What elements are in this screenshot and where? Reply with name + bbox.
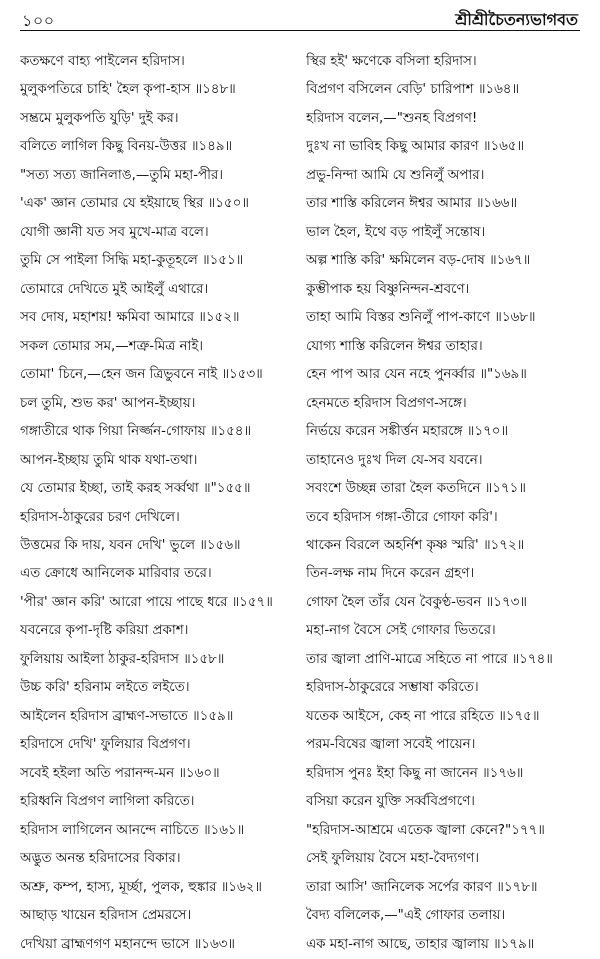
verse-line: গঙ্গাতীরে থাক গিয়া নির্জ্জন-গোফায় ॥১৫৪॥ [20,424,252,440]
verse-line: তোমারে দেখিতে মুই আইলুঁ এথারে। [20,281,209,297]
verse-line: হরিদাসে দেখি' ফুলিয়ার বিপ্রগণ। [20,737,191,753]
verse-line: আইলেন হরিদাস ব্রাহ্মণ-সভাতে ॥১৫৯॥ [20,708,234,724]
verse-line: উত্তমের কি দায়, যবন দেখি' ভুলে ॥১৫৬॥ [20,537,241,553]
verse-line: সেই ফুলিয়ায় বৈসে মহা-বৈদ্যগণ। [306,851,479,867]
verse-line: হেনমতে হরিদাস বিপ্রগণ-সঙ্গে। [306,395,467,411]
verse-line: নির্ভয়ে করেন সঙ্কীর্ত্তন মহারঙ্গে ॥১৭০॥ [306,424,509,440]
verse-line: তোমা' চিনে,—হেন জন ত্রিভুবনে নাই ॥১৫৩॥ [20,367,263,383]
verse-line: আপন-ইচ্ছায় তুমি থাক যথা-তথা। [20,452,198,468]
verse-line: দেখিয়া ব্রাহ্মণগণ মহানন্দে ভাসে ॥১৬৩॥ [20,936,235,952]
verse-line: যবনেরে কৃপা-দৃষ্টি করিয়া প্রকাশ। [20,623,189,639]
verse-line: হরিদাস পুনঃ ইহা কিছু না জানেন ॥১৭৬॥ [306,765,524,781]
verse-line: হরিধ্বনি বিপ্রগণ লাগিলা করিতে। [20,794,195,810]
verse-line: তবে হরিদাস গঙ্গা-তীরে গোফা করি'। [306,509,498,525]
verse-line: তাহানেও দুঃখ দিল যে-সব যবনে। [306,452,483,468]
verse-line: "হরিদাস-আশ্রমে এতেক জ্বালা কেনে?"১৭৭॥ [306,822,545,838]
verse-line: তার জ্বালা প্রাণি-মাত্রে সহিতে না পারে ॥১৭৪॥ [306,651,553,667]
verse-line: হরিদাস বলেন,—"শুনহ বিপ্রগণ! [306,110,478,126]
verse-line: এত ক্রোধে আনিলেক মারিবার তরে। [20,566,212,582]
verse-line: প্রভু-নিন্দা আমি যে শুনিলুঁ অপার। [306,167,485,183]
verse-line: সবেই হইলা অতি পরানন্দ-মন ॥১৬০॥ [20,765,220,781]
page-header [20,6,580,31]
verse-line: ভাল হৈল, ইথে বড় পাইলুঁ সন্তোষ। [306,224,486,240]
verse-line: এক মহা-নাগ আছে, তাহার জ্বালায় ॥১৭৯॥ [306,936,535,952]
verse-line: তার শাস্তি করিলেন ঈশ্বর আমার ॥১৬৬॥ [306,196,518,212]
verse-line: ফুলিয়ায় আইলা ঠাকুর-হরিদাস ॥১৫৮॥ [20,651,225,667]
verse-line: স্থির হই' ক্ষণেকে বসিলা হরিদাস। [306,54,477,69]
verse-line: সব দোষ, মহাশয়! ক্ষমিবা আমারে ॥১৫২॥ [20,310,240,326]
verse-line: হেন পাপ আর যেন নহে পুনর্ব্বার ॥"১৬৯॥ [306,367,527,383]
verse-line: কুম্ভীপাক হয় বিষ্ণুনিন্দন-শ্রবণে। [306,281,470,297]
verse-line: যোগী জ্ঞানী যত সব মুখে-মাত্র বলে। [20,224,209,240]
verse-line: "সত্য সত্য জানিলাঙ,—তুমি মহা-পীর। [20,167,224,183]
right-verse-column [306,48,588,959]
verse-line: বিপ্রগণ বসিলেন বেড়ি' চারিপাশ ॥১৬৪॥ [306,82,520,98]
running-title: শ্রীশ্রীচৈতন্যভাগবত [455,10,578,29]
verse-line: অশ্রু, কম্প, হাস্য, মূর্চ্ছা, পুলক, হুঙ্কার ॥১৬২॥ [20,879,262,895]
verse-line: মুলুকপতিরে চাহি' হৈল কৃপা-হাস ॥১৪৮॥ [20,82,236,98]
verse-line: হরিদাস-ঠাকুরেরে সম্ভাষা করিতে। [306,680,479,696]
verse-line: যোগ্য শাস্তি করিলেন ঈশ্বর তাহার। [306,338,483,354]
verse-line: তারা আসি' জানিলেক সর্পের কারণ ॥১৭৮॥ [306,879,538,895]
verse-line: অল্প শাস্তি করি' ক্ষমিলেন বড়-দোষ ॥১৬৭॥ [306,253,531,269]
verse-line: তাহা আমি বিস্তর শুনিলুঁ পাপ-কাণে ॥১৬৮॥ [306,310,536,326]
verse-line: তিন-লক্ষ নাম দিনে করেন গ্রহণ। [306,566,475,582]
verse-line: দুঃখ না ভাবিহ কিছু আমার কারণ ॥১৬৫॥ [306,139,525,155]
verse-line: বলিতে লাগিল কিছু বিনয়-উত্তর ॥১৪৯॥ [20,139,233,155]
verse-line: হরিদাস-ঠাকুরের চরণ দেখিলে। [20,509,180,525]
verse-line: সবংশে উচ্ছন্ন তারা হৈল কতদিনে ॥১৭১॥ [306,481,526,497]
verse-line: হরিদাস লাগিলেন আনন্দে নাচিতে ॥১৬১॥ [20,822,245,838]
verse-line: উচ্চ করি' হরিনাম লইতে লইতে। [20,680,190,696]
verse-line: 'এক' জ্ঞান তোমার যে হইয়াছে স্থির ॥১৫০॥ [20,196,249,212]
verse-line: গোফা হৈল তাঁর যেন বৈকুণ্ঠ-ভবন ॥১৭৩॥ [306,594,527,610]
verse-line: কতক্ষণে বাহ্য পাইলেন হরিদাস। [20,54,185,69]
verse-line: বৈদ্য বলিলেক,—"এই গোফার তলায়। [306,908,506,924]
verse-line: চল তুমি, শুভ কর' আপন-ইচ্ছায়। [20,395,196,411]
verse-line: 'পীর' জ্ঞান করি' আরো পায়ে পাছে ধরে ॥১৫৭॥ [20,594,273,610]
page-number: ১০০ [22,11,55,30]
verse-line: বসিয়া করেন যুক্তি সর্ব্ববিপ্রগণে। [306,794,475,810]
left-verse-column [20,48,302,959]
verse-line: মহা-নাগ বৈসে সেই গোফার ভিতরে। [306,623,496,639]
verse-line: সম্ভ্রমে মুলুকপতি যুড়ি' দুই কর। [20,110,179,126]
verse-line: তুমি সে পাইলা সিদ্ধি মহা-কুতূহলে ॥১৫১॥ [20,253,244,269]
verse-line: আছাড় খায়েন হরিদাস প্রেমরসে। [20,908,192,924]
verse-line: থাকেন বিরলে অহর্নিশ কৃষ্ণ স্মরি' ॥১৭২॥ [306,537,525,553]
verse-line: যতেক আইসে, কেহ না পারে রহিতে ॥১৭৫॥ [306,708,540,724]
verse-line: সকল তোমার সম,—শত্রু-মিত্র নাই। [20,338,204,354]
verse-line: অদ্ভুত অনন্ত হরিদাসের বিকার। [20,851,181,867]
verse-line: যে তোমার ইচ্ছা, তাই করহ সর্ব্বথা ॥"১৫৫॥ [20,481,251,497]
verse-line: পরম-বিষের জ্বালা সবেই পায়েন। [306,737,476,753]
